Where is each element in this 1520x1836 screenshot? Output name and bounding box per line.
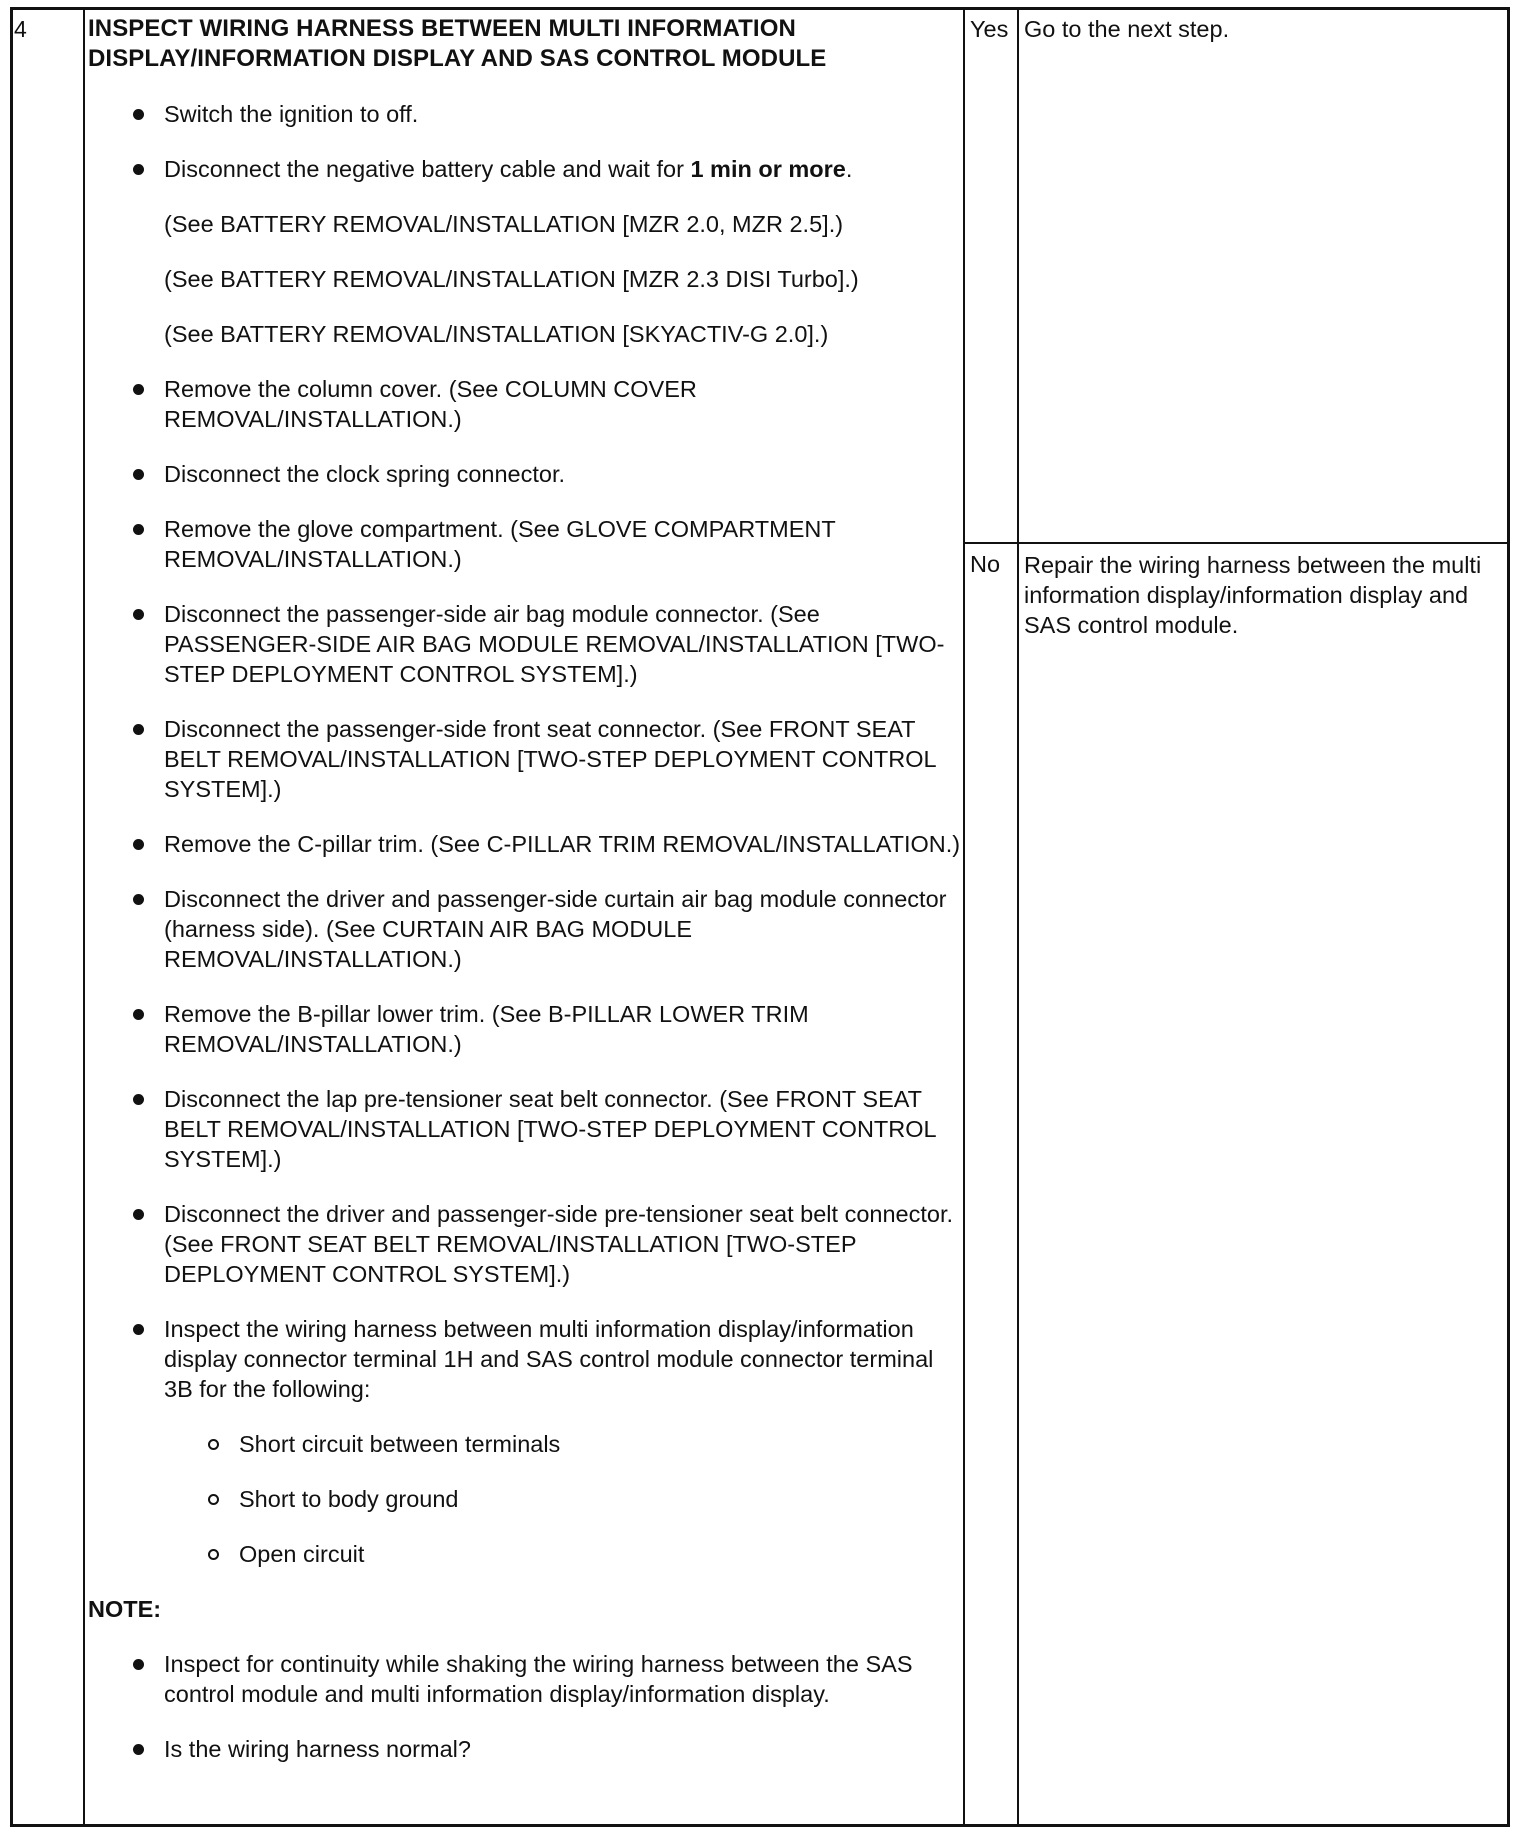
- bullet-icon: [133, 1659, 144, 1670]
- list-item-text: Disconnect the driver and passenger-side pre-tensioner seat belt connector. (See FRONT SEAT BELT REMOVAL/INSTALLATION [TWO-STEP DEPLOYMENT CONTROL SYSTEM].): [164, 1201, 954, 1287]
- procedure-cell: [88, 14, 968, 1764]
- list-item-text: Disconnect the passenger-side front seat connector. (See FRONT SEAT BELT REMOVAL/INSTALLATION [TWO-STEP DEPLOYMENT CONTROL SYSTEM].): [164, 716, 936, 802]
- no-label: No: [970, 551, 1001, 577]
- sub-list-item: [88, 1429, 968, 1459]
- list-item: [88, 1649, 968, 1709]
- bullet-icon: [133, 609, 144, 620]
- list-item: [88, 884, 968, 974]
- list-item-text: Disconnect the passenger-side air bag module connector. (See PASSENGER-SIDE AIR BAG MODULE REMOVAL/INSTALLATION [TWO-STEP DEPLOYMENT CONTROL SYSTEM].): [164, 601, 945, 687]
- reference-line: (See BATTERY REMOVAL/INSTALLATION [MZR 2.0, MZR 2.5].): [164, 211, 844, 237]
- hollow-bullet-icon: [208, 1494, 219, 1505]
- list-item: [88, 599, 968, 689]
- list-item-text: Remove the C-pillar trim. (See C-PILLAR TRIM REMOVAL/INSTALLATION.): [164, 831, 961, 857]
- step-title: INSPECT WIRING HARNESS BETWEEN MULTI INFORMATION DISPLAY/INFORMATION DISPLAY AND SAS CONTROL MODULE: [88, 15, 827, 72]
- yes-label: Yes: [970, 16, 1009, 42]
- wait-time: 1 min or more: [690, 156, 846, 182]
- sub-list-item-text: Short circuit between terminals: [239, 1431, 561, 1457]
- bullet-icon: [133, 839, 144, 850]
- bullet-icon: [133, 1744, 144, 1755]
- list-item-text: Disconnect the driver and passenger-side curtain air bag module connector (harness side). (See CURTAIN AIR BAG MODULE REMOVAL/INSTALLATION.): [164, 886, 947, 972]
- column-divider-action: [1017, 7, 1019, 1827]
- sub-list-item: [88, 1539, 968, 1569]
- bullet-icon: [133, 1009, 144, 1020]
- step-number: 4: [14, 16, 27, 42]
- bullet-icon: [133, 1209, 144, 1220]
- list-item-text: Remove the glove compartment. (See GLOVE COMPARTMENT REMOVAL/INSTALLATION.): [164, 516, 836, 572]
- list-item: [88, 714, 968, 804]
- list-item: [88, 514, 968, 574]
- list-item: [88, 99, 968, 129]
- list-item-text: Disconnect the negative battery cable and wait for: [164, 156, 691, 182]
- column-divider-number: [83, 7, 85, 1827]
- reference-line: (See BATTERY REMOVAL/INSTALLATION [SKYACTIV-G 2.0].): [164, 321, 829, 347]
- list-item: [88, 1314, 968, 1404]
- list-item: [88, 829, 968, 859]
- list-item: [88, 999, 968, 1059]
- list-item-text: Disconnect the lap pre-tensioner seat belt connector. (See FRONT SEAT BELT REMOVAL/INSTALLATION [TWO-STEP DEPLOYMENT CONTROL SYSTEM].): [164, 1086, 936, 1172]
- bullet-icon: [133, 109, 144, 120]
- list-item: [88, 374, 968, 434]
- list-item: [88, 1084, 968, 1174]
- sub-list-item: [88, 1484, 968, 1514]
- bullet-icon: [133, 469, 144, 480]
- list-item: [88, 1734, 968, 1764]
- list-item-text: Is the wiring harness normal?: [164, 1736, 471, 1762]
- list-item-end: .: [845, 156, 853, 182]
- list-item: [88, 154, 968, 184]
- list-item-text: Switch the ignition to off.: [164, 101, 419, 127]
- hollow-bullet-icon: [208, 1439, 219, 1450]
- bullet-icon: [133, 384, 144, 395]
- list-item-text: Inspect the wiring harness between multi information display/information display connector terminal 1H and SAS control module connector terminal 3B for the following:: [164, 1316, 934, 1402]
- list-item-text: Disconnect the clock spring connector.: [164, 461, 566, 487]
- sub-list-item-text: Short to body ground: [239, 1486, 459, 1512]
- bullet-icon: [133, 1324, 144, 1335]
- bullet-icon: [133, 524, 144, 535]
- list-item-text: Remove the B-pillar lower trim. (See B-PILLAR LOWER TRIM REMOVAL/INSTALLATION.): [164, 1001, 809, 1057]
- bullet-icon: [133, 724, 144, 735]
- hollow-bullet-icon: [208, 1549, 219, 1560]
- no-action: Repair the wiring harness between the multi information display/information display and SAS control module.: [1024, 552, 1482, 638]
- list-item: [88, 459, 968, 489]
- list-item: [88, 1199, 968, 1289]
- yes-no-divider: [963, 542, 1510, 544]
- list-item-text: Inspect for continuity while shaking the wiring harness between the SAS control module and multi information display/information display.: [164, 1651, 913, 1707]
- note-label: NOTE:: [88, 1596, 162, 1622]
- sub-list-item-text: Open circuit: [239, 1541, 365, 1567]
- yes-action: Go to the next step.: [1024, 16, 1230, 42]
- bullet-icon: [133, 894, 144, 905]
- list-item-text: Remove the column cover. (See COLUMN COVER REMOVAL/INSTALLATION.): [164, 376, 697, 432]
- bullet-icon: [133, 1094, 144, 1105]
- reference-line: (See BATTERY REMOVAL/INSTALLATION [MZR 2.3 DISI Turbo].): [164, 266, 859, 292]
- bullet-icon: [133, 164, 144, 175]
